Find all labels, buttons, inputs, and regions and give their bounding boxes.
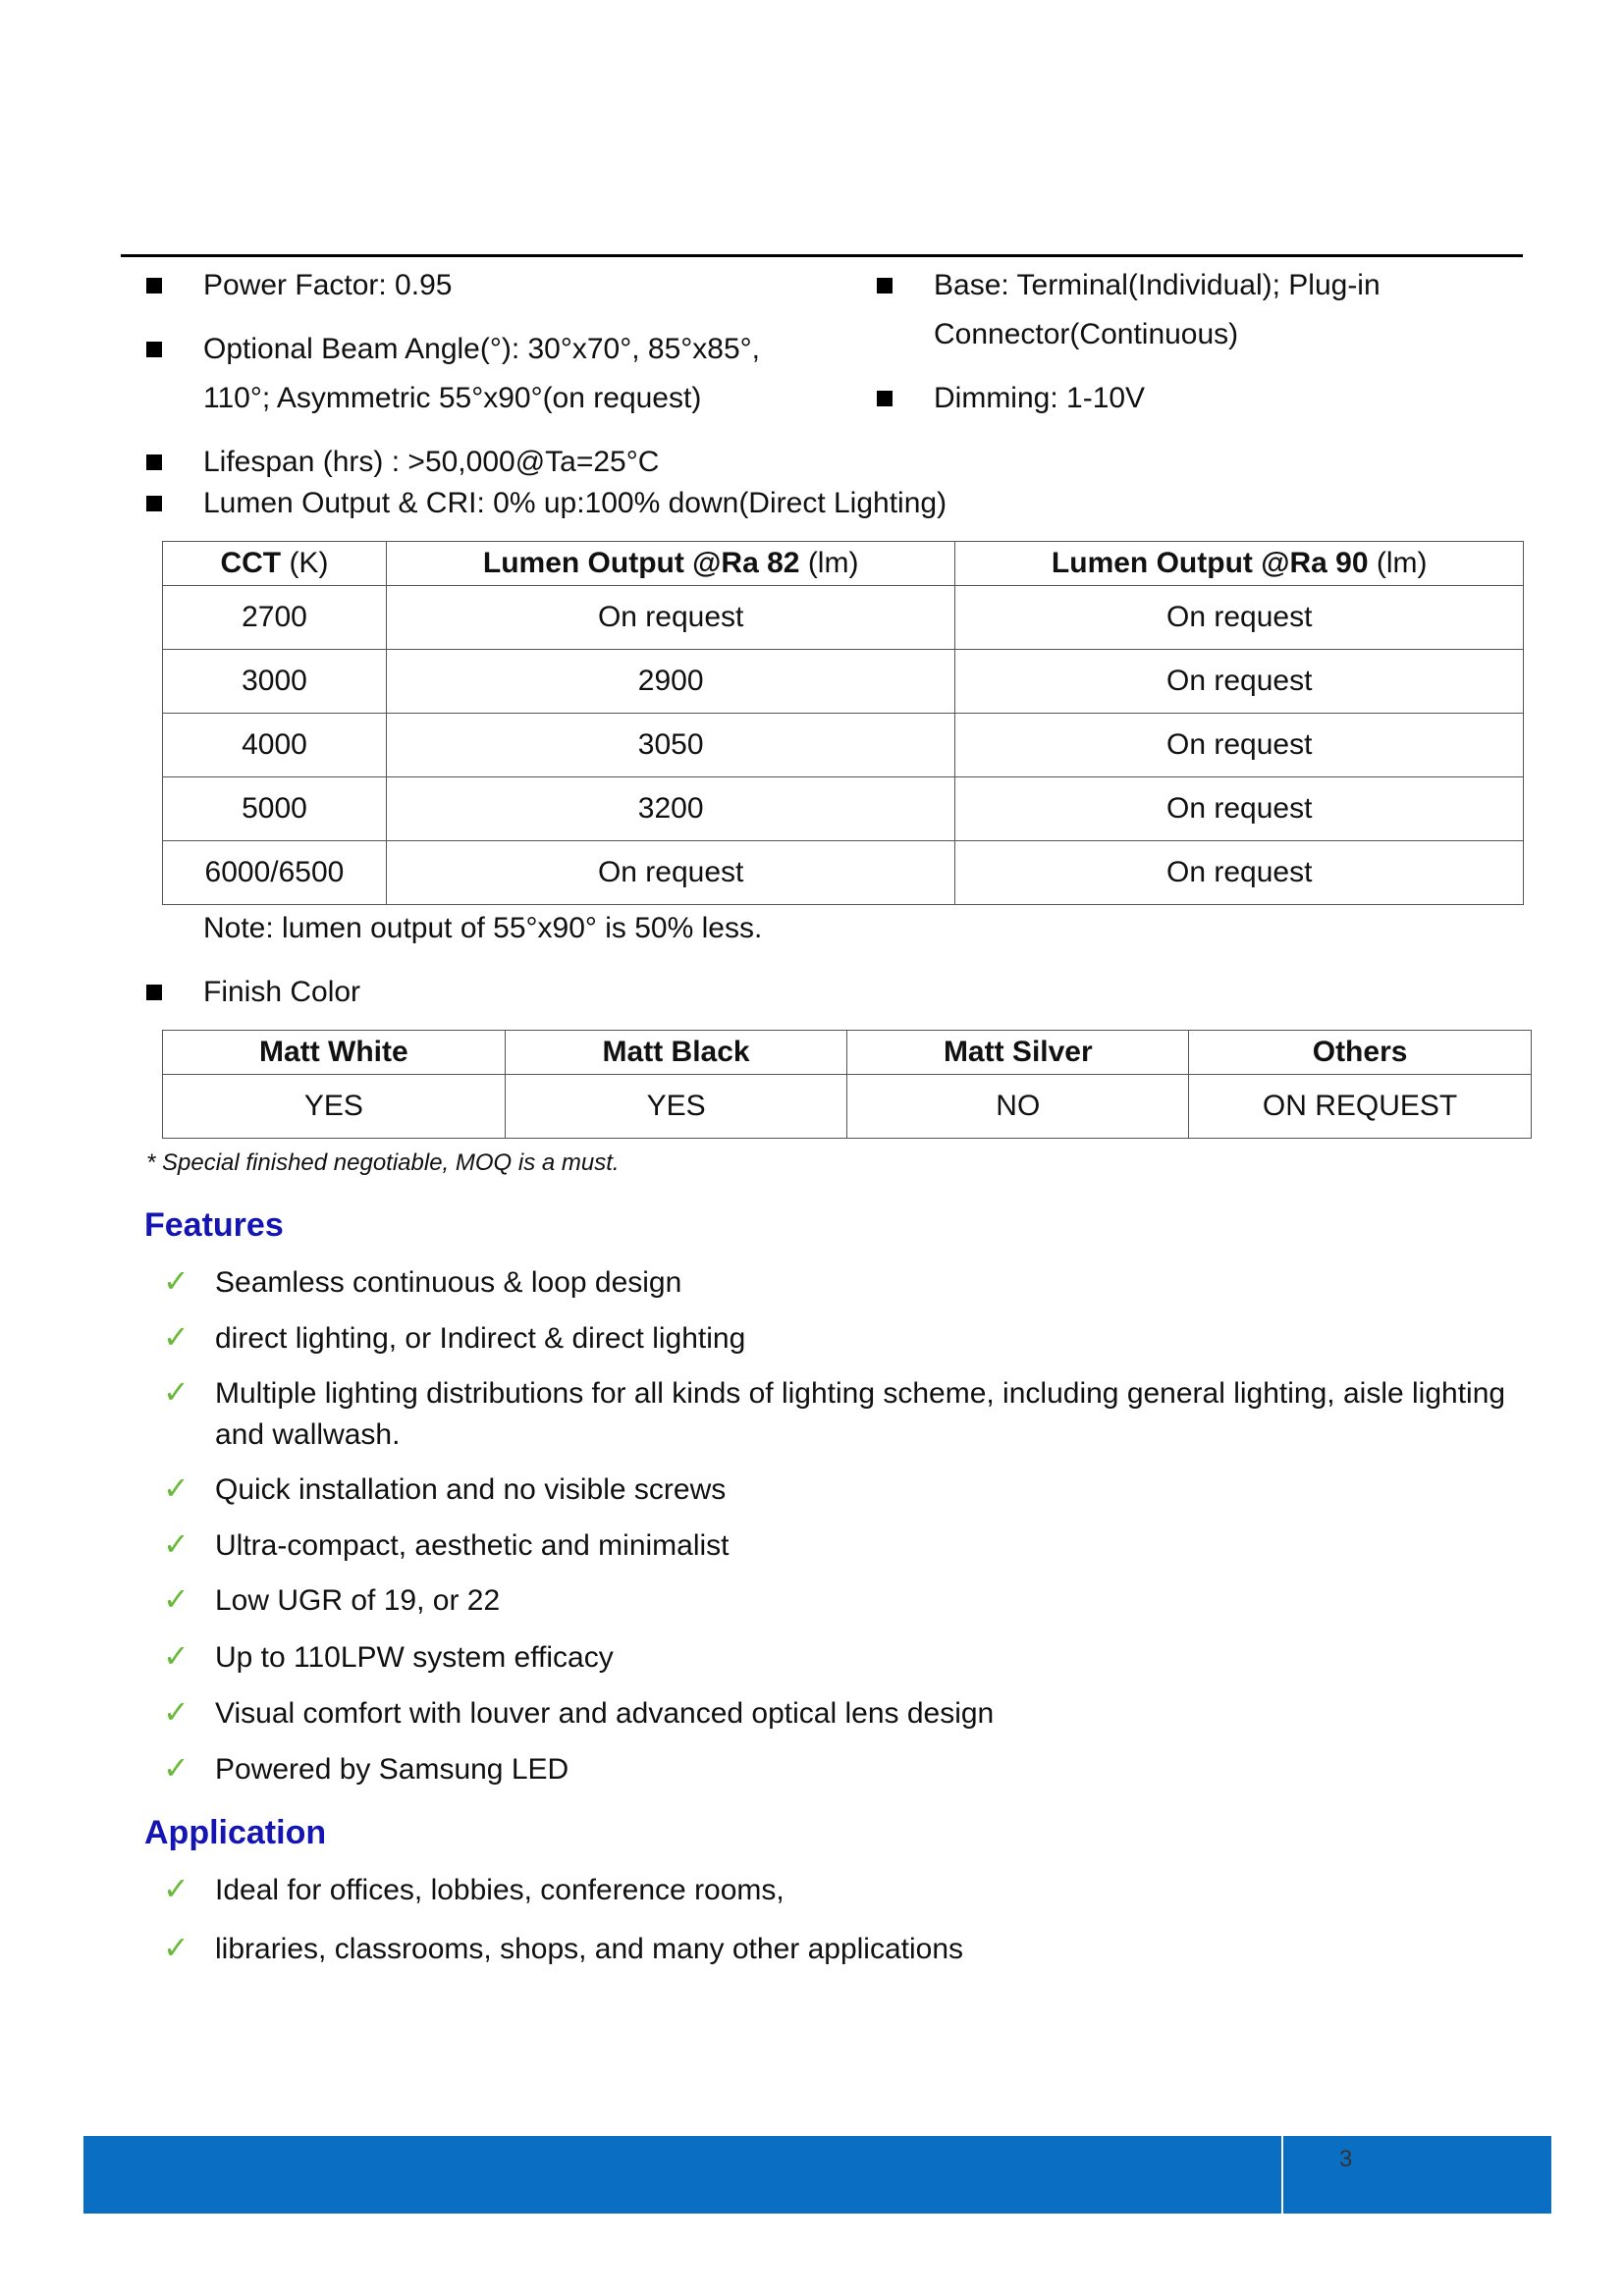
features-heading: Features [144, 1206, 284, 1244]
footer-page-box [1283, 2136, 1551, 2214]
lumen-output-table [162, 541, 1524, 905]
table-row: 3000 2900 On request [163, 650, 1524, 714]
square-bullet-icon [146, 454, 162, 470]
check-icon: ✓ [163, 1580, 189, 1618]
table-row: YES YES NO ON REQUEST [163, 1075, 1532, 1139]
square-bullet-icon [146, 985, 162, 1000]
table-row: 5000 3200 On request [163, 777, 1524, 841]
table-row: 6000/6500 On request On request [163, 841, 1524, 905]
check-icon: ✓ [163, 1318, 189, 1356]
header-ra82: Lumen Output @Ra 82 (lm) [386, 542, 955, 586]
check-icon: ✓ [163, 1525, 189, 1563]
finish-footnote: * Special finished negotiable, MOQ is a must. [146, 1149, 620, 1176]
page-number: 3 [1339, 2146, 1353, 2172]
top-divider [121, 254, 1523, 257]
check-icon: ✓ [163, 1469, 189, 1507]
check-icon: ✓ [163, 1749, 189, 1787]
check-icon: ✓ [163, 1373, 189, 1411]
square-bullet-icon [877, 391, 893, 406]
application-heading: Application [144, 1814, 327, 1851]
header-cct: CCT (K) [163, 542, 387, 586]
square-bullet-icon [146, 278, 162, 294]
check-icon: ✓ [163, 1693, 189, 1731]
square-bullet-icon [146, 342, 162, 357]
table-row: 2700 On request On request [163, 586, 1524, 650]
square-bullet-icon [877, 278, 893, 294]
check-icon: ✓ [163, 1637, 189, 1675]
header-ra90: Lumen Output @Ra 90 (lm) [955, 542, 1524, 586]
check-icon: ✓ [163, 1870, 189, 1907]
finish-color-table [162, 1030, 1532, 1139]
table-row: 4000 3050 On request [163, 714, 1524, 777]
check-icon: ✓ [163, 1262, 189, 1300]
check-icon: ✓ [163, 1929, 189, 1966]
table-header-row: Matt White Matt Black Matt Silver Others [163, 1031, 1532, 1075]
lumen-note: Note: lumen output of 55°x90° is 50% less. [203, 912, 763, 944]
square-bullet-icon [146, 496, 162, 511]
footer-bar [83, 2136, 1281, 2214]
table-header-row [163, 542, 1524, 586]
